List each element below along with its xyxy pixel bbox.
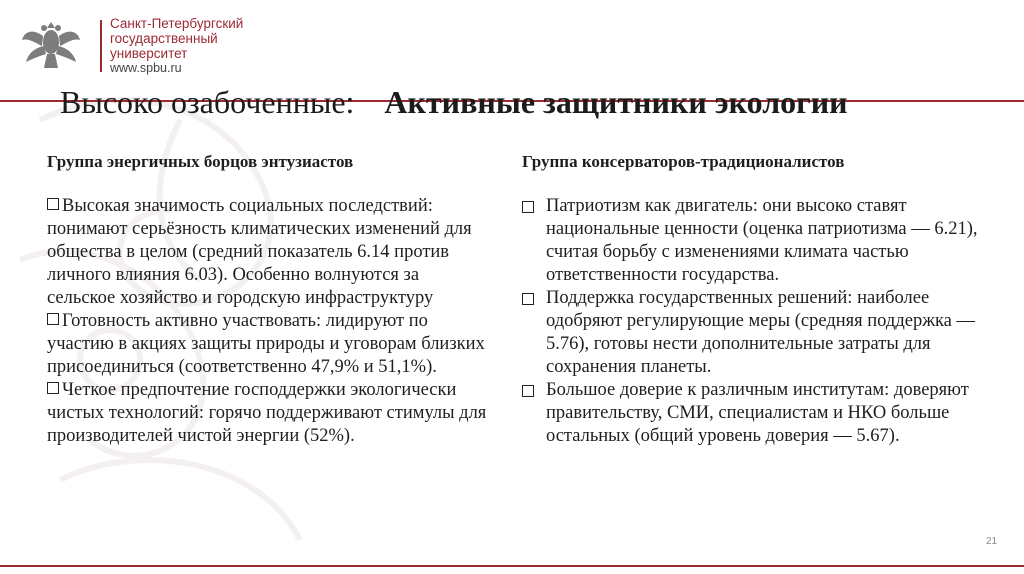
left-column-heading: Группа энергичных борцов энтузиастов: [47, 152, 354, 171]
left-bullet-text: Четкое предпочтение господдержки экологически чистых технологий: горячо поддерживают стимулы для производителей чистой энергии (52%).: [47, 380, 487, 446]
page-number: 21: [986, 536, 998, 547]
checkbox-bullet-icon: [522, 385, 534, 397]
right-bullet-text: Поддержка государственных решений: наиболее одобряют регулирующие меры (средняя поддержка — 5.76), готовы нести дополнительные затраты для сохранения планеты.: [546, 288, 976, 377]
logo-divider: [100, 20, 102, 72]
left-column: [47, 150, 487, 448]
checkbox-bullet-icon: [522, 293, 534, 305]
right-column-heading: Группа консерваторов-традиционалистов: [522, 152, 845, 171]
left-bullet-item: [47, 310, 487, 379]
university-name-line-2: государственный: [110, 31, 218, 46]
university-website: www.spbu.ru: [110, 61, 182, 75]
university-name-line-1: Санкт-Петербургский: [110, 16, 244, 31]
checkbox-bullet-icon: [47, 382, 59, 394]
checkbox-bullet-icon: [47, 198, 59, 210]
slide-title-part-2: Активные защитники экологии: [384, 84, 848, 120]
right-bullet-text: Патриотизм как двигатель: они высоко ставят национальные ценности (оценка патриотизма — 6.21), считая борьбу с изменениями климата частью ответственности государства.: [546, 196, 978, 285]
footer-rule: [0, 565, 1024, 567]
left-bullet-item: [47, 379, 487, 448]
slide-title-part-1: Высоко озабоченные:: [60, 84, 355, 120]
checkbox-bullet-icon: [47, 313, 59, 325]
right-bullet-item: [522, 195, 982, 287]
slide-title: [60, 82, 848, 122]
checkbox-bullet-icon: [522, 201, 534, 213]
right-bullet-item: [522, 287, 982, 379]
right-bullet-item: [522, 379, 982, 448]
university-name: [110, 16, 243, 76]
university-name-line-3: университет: [110, 46, 188, 61]
spbu-eagle-logo-icon: [20, 16, 82, 72]
right-column: [522, 150, 982, 448]
left-bullet-item: [47, 195, 487, 310]
right-bullet-text: Большое доверие к различным институтам: доверяют правительству, СМИ, специалистам и НКО больше остальных (общий уровень доверия — 5.67).: [546, 380, 969, 446]
left-bullet-text: Готовность активно участвовать: лидируют по участию в акциях защиты природы и уговорам близких присоединиться (соответственно 47,9% и 51,1%).: [47, 311, 485, 377]
left-bullet-text: Высокая значимость социальных последствий: понимают серьёзность климатических изменений для общества в целом (средний показатель 6.14 против личного влияния 6.03). Особенно волнуются за сельское хозяйство и городскую инфраструктуру: [47, 196, 472, 308]
